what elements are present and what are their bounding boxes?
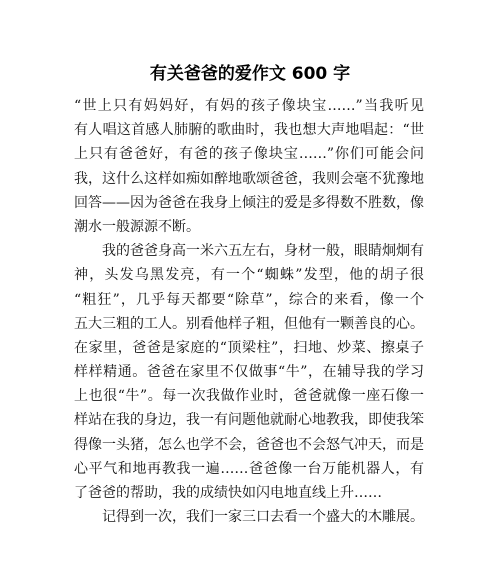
- text-line: 心平气和地再教我一遍……爸爸像一台万能机器人，有: [74, 460, 424, 477]
- text-line: 在家里，爸爸是家庭的“顶梁柱”，扫地、炒菜、擦桌子: [74, 339, 424, 356]
- text-line: 神，头发乌黑发亮，有一个“蜘蛛”发型，他的胡子很: [74, 267, 424, 284]
- text-line: “世上只有妈妈好，有妈的孩子像块宝……”当我听见: [74, 98, 424, 114]
- text-line: “粗狂”，几乎每天都要“除草”，综合的来看，像一个: [74, 291, 424, 308]
- text-line: 回答——因为爸爸在我身上倾注的爱是多得数不胜数，像: [74, 194, 424, 211]
- text-line: 上只有爸爸好，有爸的孩子像块宝……”你们可能会问: [74, 146, 424, 163]
- text-line: 样站在我的身边，我一有问题他就耐心地教我，即使我笨: [74, 412, 424, 429]
- document-title: 有关爸爸的爱作文 600 字: [149, 64, 351, 84]
- document-body: [74, 94, 424, 529]
- text-line: 上也很“牛”。每一次我做作业时，爸爸就像一座石像一: [74, 388, 424, 405]
- text-line: 样样精通。爸爸在家里不仅做事“牛”，在辅导我的学习: [74, 364, 424, 381]
- text-line: 有人唱这首感人肺腑的歌曲时，我也想大声地唱起：“世: [74, 122, 424, 139]
- text-line: 我的爸爸身高一米六五左右，身材一般，眼睛炯炯有: [102, 243, 424, 260]
- text-line: 记得到一次，我们一家三口去看一个盛大的木雕展。: [102, 509, 424, 526]
- text-line: 得像一头猪，怎么也学不会，爸爸也不会怒气冲天，而是: [74, 436, 424, 453]
- text-line: 五大三粗的工人。别看他样子粗，但他有一颗善良的心。: [74, 315, 424, 332]
- text-line: 了爸爸的帮助，我的成绩快如闪电地直线上升……: [74, 485, 382, 501]
- text-line: 潮水一般源源不断。: [74, 218, 200, 235]
- text-line: 我，这什么这样如痴如醉地歌颂爸爸，我则会毫不犹豫地: [74, 170, 424, 187]
